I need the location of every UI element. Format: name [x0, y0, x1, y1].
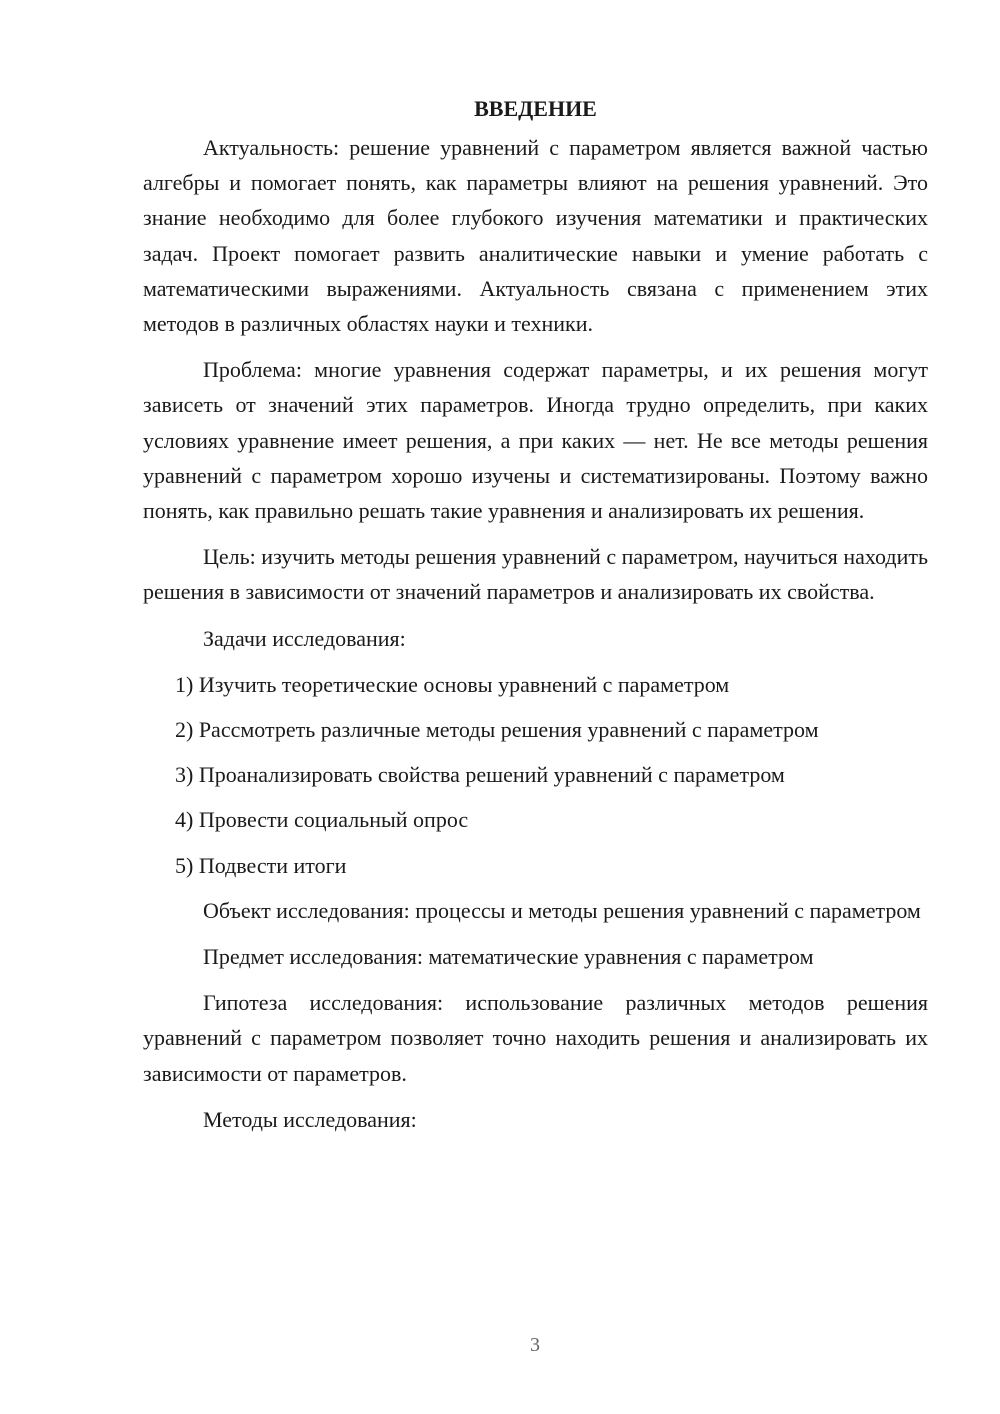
- goal-paragraph: Цель: изучить методы решения уравнений с параметром, научиться находить решения в зависимости от значений параметров и анализировать их свойства.: [143, 544, 928, 605]
- page-number: 3: [530, 1334, 540, 1356]
- tasks-list: [143, 667, 928, 883]
- subject-paragraph: Предмет исследования: математические уравнения с параметром: [203, 944, 814, 970]
- methods-title: Методы исследования:: [203, 1106, 417, 1132]
- task-item: 4) Провести социальный опрос: [175, 807, 469, 833]
- problem-paragraph: Проблема: многие уравнения содержат параметры, и их решения могут зависеть от значений этих параметров. Иногда трудно определить, при каких условиях уравнение имеет решения, а при каких — нет. Не все методы решения уравнений с параметром хорошо изучены и систематизированы. Поэтому важно понять, как правильно решать такие уравнения и анализировать их решения.: [143, 357, 928, 524]
- page-content: [143, 91, 928, 1148]
- task-item: 2) Рассмотреть различные методы решения уравнений с параметром: [175, 717, 819, 743]
- task-item: 1) Изучить теоретические основы уравнений с параметром: [175, 671, 730, 697]
- section-heading: ВВЕДЕНИЕ: [474, 96, 597, 121]
- task-item: 3) Проанализировать свойства решений уравнений с параметром: [175, 762, 785, 788]
- hypothesis-paragraph: Гипотеза исследования: использование различных методов решения уравнений с параметром позволяет точно находить решения и анализировать их зависимости от параметров.: [143, 990, 928, 1086]
- object-paragraph: Объект исследования: процессы и методы решения уравнений с параметром: [203, 897, 921, 923]
- task-item: 5) Подвести итоги: [175, 852, 347, 878]
- tasks-title: Задачи исследования:: [203, 625, 406, 651]
- relevance-paragraph: Актуальность: решение уравнений с параметром является важной частью алгебры и помогает понять, как параметры влияют на решения уравнений. Это знание необходимо для более глубокого изучения математики и практических задач. Проект помогает развить аналитические навыки и умение работать с математическими выражениями. Актуальность связана с применением этих методов в различных областях науки и техники.: [143, 135, 928, 337]
